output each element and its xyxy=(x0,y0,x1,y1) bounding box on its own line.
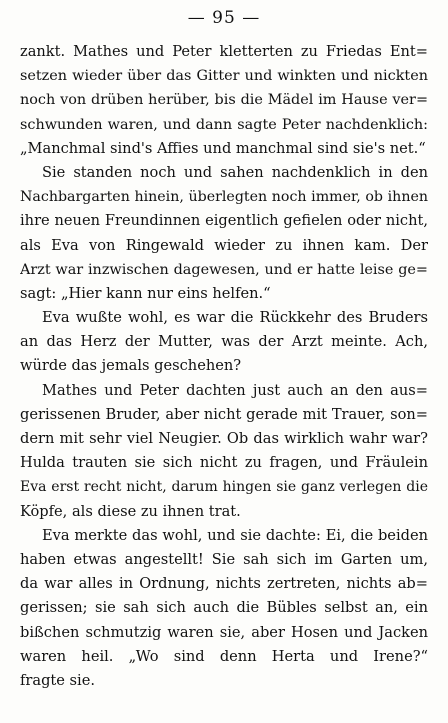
text-line: zankt. Mathes und Peter kletterten zu Friedas Ent= xyxy=(20,43,428,60)
text-line: gerissen; sie sah sich auch die Bübles selbst an, ein xyxy=(20,599,428,617)
text-line: setzen wieder über das Gitter und winkten und nickten xyxy=(20,68,428,85)
text-line: Hulda trauten sie sich nicht zu fragen, und Fräulein xyxy=(20,454,428,472)
page-number: — 95 — xyxy=(187,8,261,28)
text-line: „Manchmal sind's Affies und manchmal sind sie's net.“ xyxy=(20,139,426,157)
text-line: Sie standen noch und sahen nachdenklich in den xyxy=(42,163,428,181)
text-line: Eva erst recht nicht, darum hingen sie ganz verlegen die xyxy=(20,479,428,496)
text-line: Arzt war inzwischen dagewesen, und er hatte leise ge= xyxy=(20,261,428,278)
text-line: sagt: „Hier kann nur eins helfen.“ xyxy=(20,284,271,302)
text-line: noch von drüben herüber, bis die Mädel im Hause ver= xyxy=(20,92,428,109)
text-line: Mathes und Peter dachten just auch an den aus= xyxy=(42,381,428,399)
text-line: schwunden waren, und dann sagte Peter nachdenklich: xyxy=(20,116,428,133)
text-line: Eva wußte wohl, es war die Rückkehr des Bruders xyxy=(42,309,428,327)
text-line: ihre neuen Freundinnen eigentlich gefielen oder nicht, xyxy=(20,212,428,230)
text-line: haben etwas angestellt! Sie sah sich im Garten um, xyxy=(20,550,428,568)
text-line: bißchen schmutzig waren sie, aber Hosen und Jacken xyxy=(20,623,428,641)
text-line: Nachbargarten hinein, überlegten noch immer, ob ihnen xyxy=(20,189,428,206)
text-line: Eva merkte das wohl, und sie dachte: Ei, die beiden xyxy=(42,526,428,544)
text-line: gerissenen Bruder, aber nicht gerade mit Trauer, son= xyxy=(20,405,428,423)
text-line: fragte sie. xyxy=(20,671,95,689)
text-line: Köpfe, als diese zu ihnen trat. xyxy=(20,502,241,520)
text-line: als Eva von Ringewald wieder zu ihnen kam. Der xyxy=(20,236,428,254)
text-line: da war alles in Ordnung, nichts zertreten, nichts ab= xyxy=(20,575,428,593)
text-line: dern mit sehr viel Neugier. Ob das wirklich wahr war? xyxy=(20,430,428,447)
text-line: waren heil. „Wo sind denn Herta und Irene?“ xyxy=(20,647,428,665)
text-line: an das Herz der Mutter, was der Arzt meinte. Ach, xyxy=(20,333,428,351)
text-line: würde das jemals geschehen? xyxy=(20,357,242,375)
body-text xyxy=(20,40,428,693)
